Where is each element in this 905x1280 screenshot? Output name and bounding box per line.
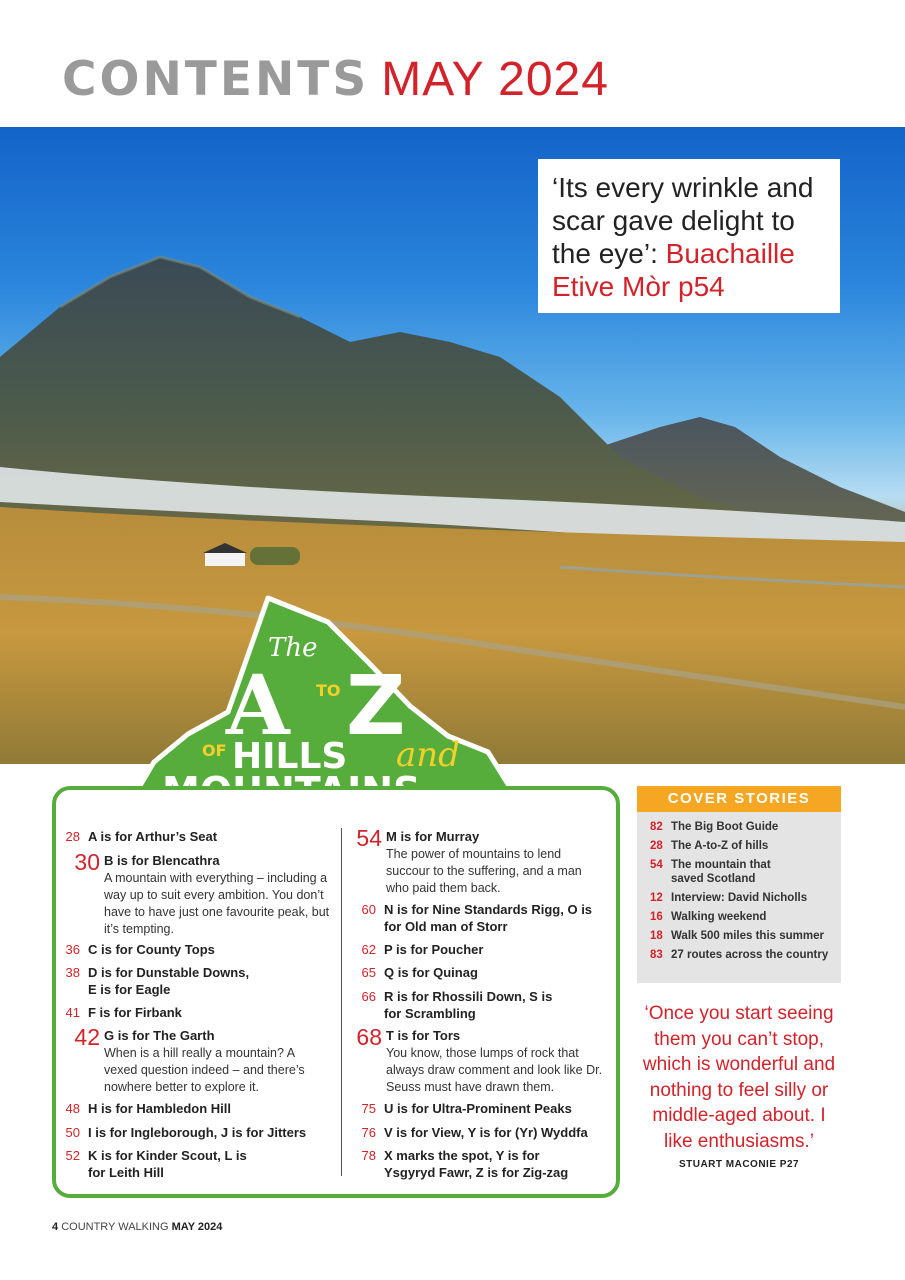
toc-page-number: 78 [361,1148,376,1163]
toc-title: B is for Blencathra [104,853,220,868]
toc-entry[interactable] [344,941,624,958]
toc-title: Q is for Quinag [384,965,478,980]
list-item[interactable] [650,891,831,905]
toc-page-number: 54 [356,825,382,851]
toc-title: P is for Poucher [384,942,484,957]
badge-letter-z: Z [346,659,406,754]
toc-page-number: 50 [65,1125,80,1140]
issue-date: MAY 2024 [381,53,609,106]
toc-entry[interactable] [344,901,602,935]
footer-page-number: 4 [52,1221,59,1233]
pull-quote [636,1001,842,1170]
cover-page-number: 12 [650,892,663,904]
cover-title: The mountain that saved Scotland [671,859,771,885]
toc-entry[interactable] [54,828,328,845]
toc-description: You know, those lumps of rock that always draw comment and look like Dr. Seuss must have drawn them. [386,1046,603,1094]
toc-page-number: 48 [65,1101,80,1116]
list-item[interactable] [650,910,831,924]
toc-entry[interactable] [342,1024,608,1096]
badge-and: and [396,735,460,775]
toc-page-number: 66 [361,989,376,1004]
cover-title: 27 routes across the country [671,949,829,961]
cover-page-number: 16 [650,911,663,923]
page-title [62,52,609,112]
toc-page-number: 41 [65,1005,80,1020]
toc-title: F is for Firbank [88,1005,182,1020]
pull-quote-text: ‘Once you start seeing them you can’t stop, which is wonderful and nothing to feel silly or middle-aged about. I like enthusiasms.’ [642,1003,836,1152]
toc-title: R is for Rhossili Down, S is for Scrambling [384,989,553,1021]
toc-title: I is for Ingleborough, J is for Jitters [88,1125,307,1140]
badge-the: The [268,633,318,663]
list-item[interactable] [650,839,831,853]
list-item[interactable] [650,948,831,962]
toc-entry[interactable] [344,964,624,981]
cover-title: Interview: David Nicholls [671,892,808,904]
page-footer [52,1221,222,1233]
toc-page-number: 42 [74,1024,100,1050]
toc-entry[interactable] [60,1024,329,1096]
toc-title: A is for Arthur’s Seat [88,829,218,844]
toc-page-number: 75 [361,1101,376,1116]
toc-title: G is for The Garth [104,1028,215,1043]
hero-quote-ref[interactable]: Buachaille Etive Mòr p54 [552,238,795,302]
list-item[interactable] [650,858,831,886]
cover-title: Walk 500 miles this summer [671,930,824,942]
toc-page-number: 76 [361,1125,376,1140]
toc-entry[interactable] [344,1100,604,1117]
hero-quote-text: ‘Its every wrinkle and scar gave delight to the eye’: [552,172,814,269]
toc-entry[interactable] [60,849,336,938]
toc-entry[interactable] [344,1147,589,1181]
toc-title: H is for Hambledon Hill [88,1101,232,1116]
toc-title: D is for Dunstable Downs, E is for Eagle [88,965,250,997]
toc-title: T is for Tors [386,1028,461,1043]
toc-title: V is for View, Y is for (Yr) Wyddfa [384,1125,588,1140]
list-item[interactable] [650,820,831,834]
contents-word: CONTENTS [62,52,370,107]
toc-page-number: 28 [65,829,80,844]
footer-issue: MAY 2024 [171,1221,223,1233]
toc-title: X marks the spot, Y is for Ysgyryd Fawr, Z is for Zig-zag [384,1148,569,1180]
toc-entry[interactable] [342,825,608,897]
cover-page-number: 28 [650,840,663,852]
hero-quote [552,171,826,303]
cover-page-number: 18 [650,930,663,942]
toc-description: The power of mountains to lend succour to the suffering, and a man who paid them back. [386,847,582,895]
cover-stories-panel [637,786,841,983]
toc-entry[interactable] [54,1004,328,1021]
toc-entry[interactable] [344,988,559,1022]
toc-page-number: 65 [361,965,376,980]
toc-page-number: 36 [65,942,80,957]
toc-title: N is for Nine Standards Rigg, O is for Old man of Storr [384,902,593,934]
toc-entry[interactable] [54,941,328,958]
toc-description: A mountain with everything – including a way up to suit every ambition. You don’t have to have just one favourite peak, but it’s tempting. [104,871,330,936]
toc-page-number: 52 [65,1148,80,1163]
toc-page-number: 30 [74,849,100,875]
toc-title: C is for County Tops [88,942,215,957]
cover-title: Walking weekend [671,911,767,923]
toc-title: U is for Ultra-Prominent Peaks [384,1101,572,1116]
toc-entry[interactable] [54,1124,328,1141]
cover-page-number: 54 [650,859,663,871]
badge-of: OF [202,741,227,760]
cover-stories-list [637,812,841,962]
toc-entry[interactable] [54,964,258,998]
hero-quote-box [538,159,840,313]
badge-hills: HILLS [232,736,348,777]
toc-page-number: 38 [65,965,80,980]
pull-quote-attribution: STUART MACONIE P27 [678,1159,800,1170]
footer-magazine: COUNTRY WALKING [61,1221,169,1233]
toc-entry[interactable] [54,1147,258,1181]
cover-title: The A-to-Z of hills [671,840,769,852]
badge-letter-a: A [226,658,290,754]
toc-title: K is for Kinder Scout, L is for Leith Hill [88,1148,247,1180]
list-item[interactable] [650,929,831,943]
toc-entry[interactable] [54,1100,328,1117]
cover-page-number: 82 [650,821,663,833]
toc-title: M is for Murray [386,829,480,844]
cover-page-number: 83 [650,949,663,961]
cover-title: The Big Boot Guide [671,821,779,833]
badge-to: TO [316,681,341,700]
toc-page-number: 62 [361,942,376,957]
toc-page-number: 60 [361,902,376,917]
cover-stories-heading: COVER STORIES [637,786,841,812]
toc-page-number: 68 [356,1024,382,1050]
toc-entry[interactable] [344,1124,609,1141]
toc-description: When is a hill really a mountain? A vexed question indeed – and there’s nowhere better to explore it. [104,1046,305,1094]
